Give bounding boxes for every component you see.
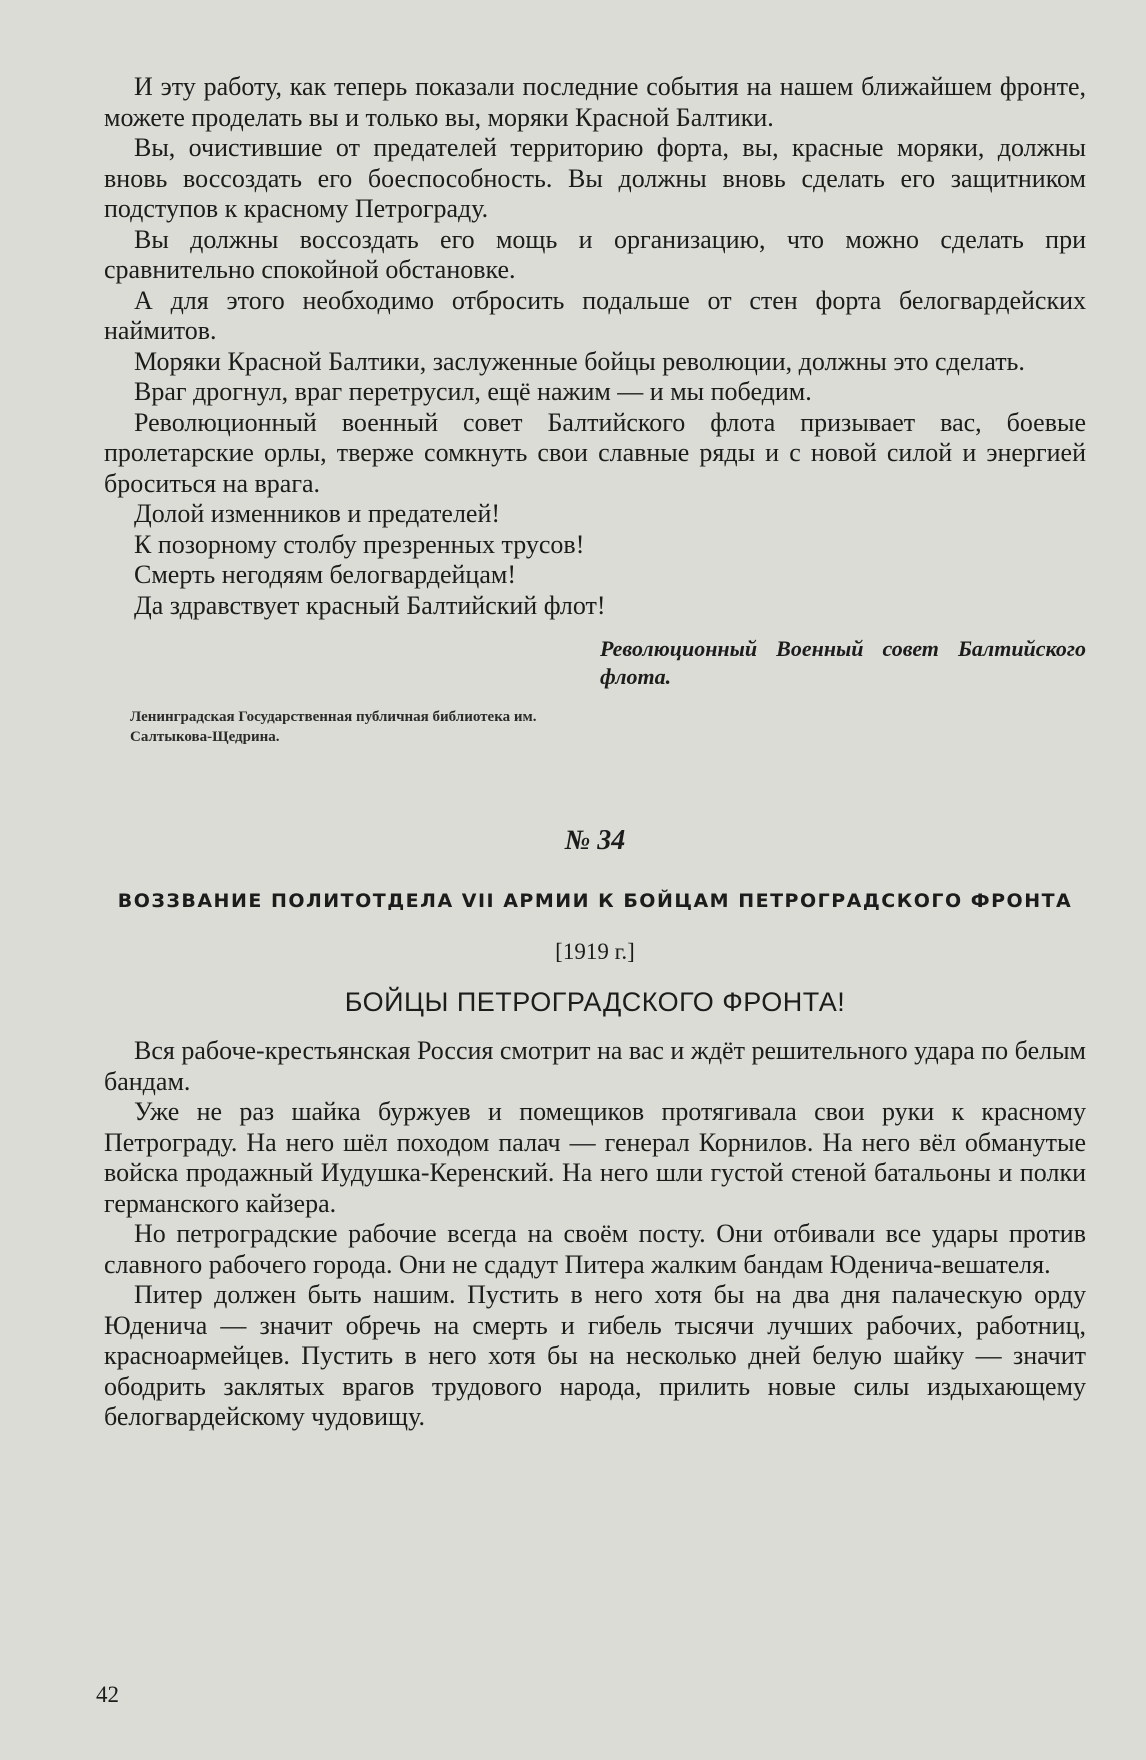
paragraph: Враг дрогнул, враг перетрусил, ещё нажим — и мы победим. — [134, 377, 812, 406]
appeal-heading: БОЙЦЫ ПЕТРОГРАДСКОГО ФРОНТА! — [344, 987, 846, 1017]
paragraph: Революционный военный совет Балтийского флота призывает вас, боевые пролетарские орлы, тверже сомкнуть свои славные ряды и с новой силой и энергией броситься на врага. — [104, 407, 1086, 498]
slogan: К позорному столбу презренных трусов! — [134, 529, 585, 559]
document-date: [1919 г.] — [555, 939, 635, 964]
document-number: № 34 — [564, 825, 626, 856]
slogan: Долой изменников и предателей! — [134, 499, 501, 528]
slogan: Смерть негодяям белогвардейцам! — [134, 560, 516, 589]
paragraph: Питер должен быть нашим. Пустить в него хотя бы на два дня палаческую орду Юденича — значит обречь на смерть и гибель тысячи лучших рабочих, работниц, красноармейцев. Пустить в него хотя бы на несколько дней белую шайку — значит ободрить заклятых врагов трудового народа, прилить новые силы издыхающему белогвардейскому чудовищу. — [104, 1280, 1086, 1431]
appeal-continuation — [104, 72, 1086, 621]
appeal-text — [104, 1036, 1086, 1433]
paragraph: Но петроградские рабочие всегда на своём посту. Они отбивали все удары против славного рабочего города. Они не сдадут Питера жалким бандам Юденича-вешателя. — [104, 1219, 1086, 1279]
slogan: Да здравствует красный Балтийский флот! — [134, 590, 606, 620]
paragraph: И эту работу, как теперь показали последние события на нашем ближайшем фронте, можете проделать вы и только вы, моряки Красной Балтики. — [104, 72, 1086, 132]
paragraph: Вся рабоче-крестьянская Россия смотрит на вас и ждёт решительного удара по белым бандам. — [104, 1036, 1086, 1096]
paragraph: Вы должны воссоздать его мощь и организацию, что можно сделать при сравнительно спокойной обстановке. — [104, 224, 1086, 284]
paragraph: Моряки Красной Балтики, заслуженные бойцы революции, должны это сделать. — [134, 346, 1025, 376]
archive-source: Ленинградская Государственная публичная библиотека им. Салтыкова-Щедрина. — [130, 709, 537, 745]
paragraph: А для этого необходимо отбросить подальше от стен форта белогвардейских наймитов. — [104, 285, 1086, 345]
document-title: ВОЗЗВАНИЕ ПОЛИТОТДЕЛА VII АРМИИ К БОЙЦАМ ПЕТРОГРАДСКОГО ФРОНТА — [117, 890, 1073, 912]
signature: Революционный Военный совет Балтийского флота. — [600, 636, 1086, 689]
page-number: 42 — [96, 1682, 119, 1707]
paragraph: Вы, очистившие от предателей территорию форта, вы, красные моряки, должны вновь воссоздать его боеспособность. Вы должны вновь сделать его защитником подступов к красному Петрограду. — [104, 133, 1086, 223]
paragraph: Уже не раз шайка буржуев и помещиков протягивала свои руки к красному Петрограду. На него шёл походом палач — генерал Корнилов. На него вёл обманутые войска продажный Иудушка-Керенский. На него шли густой стеной батальоны и полки германского кайзера. — [104, 1097, 1086, 1218]
